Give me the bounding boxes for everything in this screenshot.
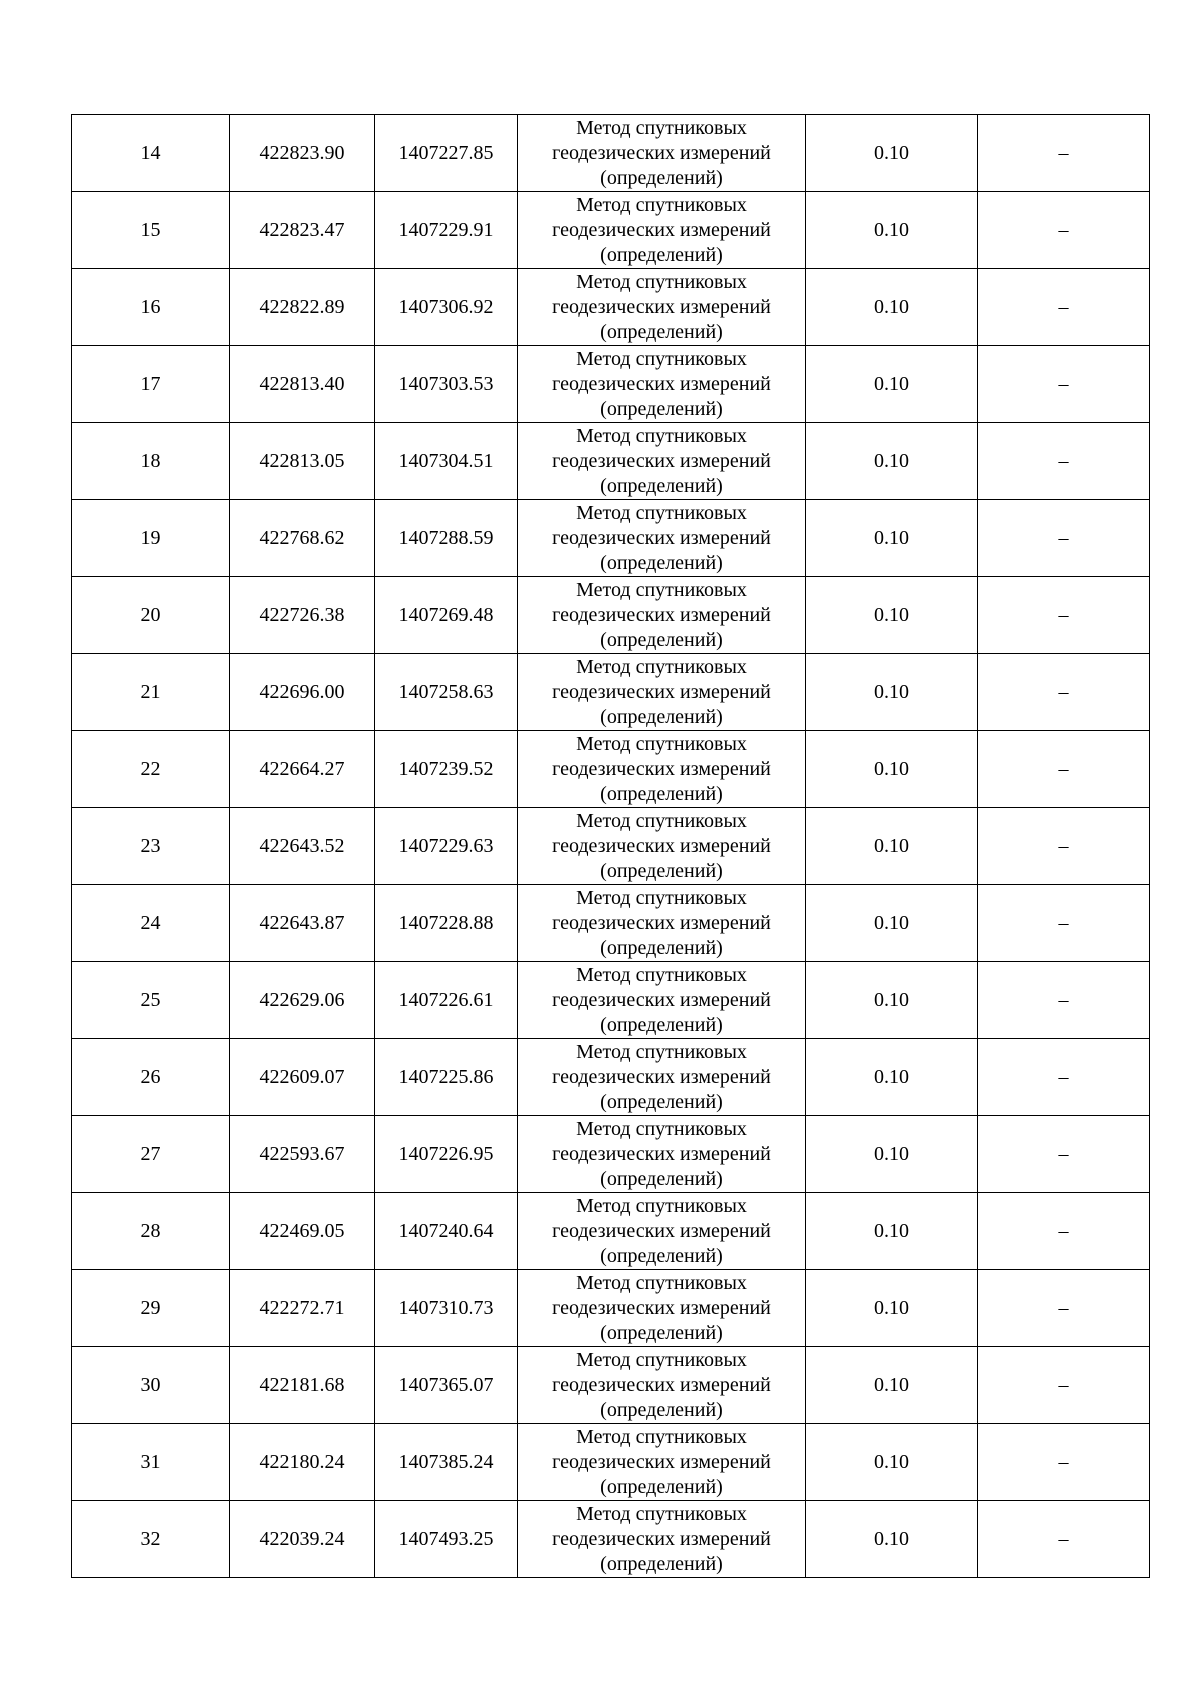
method-line: (определений) [600, 1013, 723, 1036]
y-coordinate-cell: 1407365.07 [375, 1347, 518, 1424]
y-coordinate-cell: 1407258.63 [375, 654, 518, 731]
method-line: Метод спутниковых [576, 1502, 747, 1525]
y-coordinate-cell: 1407493.25 [375, 1501, 518, 1578]
y-coordinate-cell: 1407304.51 [375, 423, 518, 500]
note-cell: – [978, 962, 1150, 1039]
method-cell [518, 1116, 806, 1193]
table-row [72, 115, 1150, 192]
method-line: Метод спутниковых [576, 1040, 747, 1063]
point-number-cell: 20 [72, 577, 230, 654]
point-number-cell: 32 [72, 1501, 230, 1578]
method-cell [518, 1270, 806, 1347]
point-number-cell: 17 [72, 346, 230, 423]
method-cell [518, 731, 806, 808]
table-row [72, 346, 1150, 423]
method-line: (определений) [600, 551, 723, 574]
note-cell: – [978, 1347, 1150, 1424]
x-coordinate-cell: 422272.71 [230, 1270, 375, 1347]
method-cell [518, 1347, 806, 1424]
x-coordinate-cell: 422469.05 [230, 1193, 375, 1270]
point-number-cell: 31 [72, 1424, 230, 1501]
note-cell: – [978, 115, 1150, 192]
y-coordinate-cell: 1407385.24 [375, 1424, 518, 1501]
method-line: геодезических измерений [552, 988, 771, 1011]
method-cell [518, 577, 806, 654]
method-line: (определений) [600, 782, 723, 805]
precision-cell: 0.10 [806, 1116, 978, 1193]
point-number-cell: 19 [72, 500, 230, 577]
method-line: Метод спутниковых [576, 1271, 747, 1294]
y-coordinate-cell: 1407306.92 [375, 269, 518, 346]
y-coordinate-cell: 1407240.64 [375, 1193, 518, 1270]
precision-cell: 0.10 [806, 500, 978, 577]
x-coordinate-cell: 422039.24 [230, 1501, 375, 1578]
x-coordinate-cell: 422180.24 [230, 1424, 375, 1501]
method-line: (определений) [600, 320, 723, 343]
x-coordinate-cell: 422664.27 [230, 731, 375, 808]
method-line: (определений) [600, 397, 723, 420]
x-coordinate-cell: 422643.52 [230, 808, 375, 885]
method-line: геодезических измерений [552, 1065, 771, 1088]
table-row [72, 192, 1150, 269]
method-line: (определений) [600, 1321, 723, 1344]
method-line: геодезических измерений [552, 295, 771, 318]
method-cell [518, 808, 806, 885]
method-cell [518, 500, 806, 577]
note-cell: – [978, 731, 1150, 808]
table-row [72, 269, 1150, 346]
table-row [72, 885, 1150, 962]
precision-cell: 0.10 [806, 115, 978, 192]
x-coordinate-cell: 422822.89 [230, 269, 375, 346]
precision-cell: 0.10 [806, 1193, 978, 1270]
precision-cell: 0.10 [806, 346, 978, 423]
table-row [72, 808, 1150, 885]
x-coordinate-cell: 422696.00 [230, 654, 375, 731]
method-line: (определений) [600, 474, 723, 497]
method-line: геодезических измерений [552, 449, 771, 472]
method-line: Метод спутниковых [576, 1117, 747, 1140]
precision-cell: 0.10 [806, 269, 978, 346]
method-line: Метод спутниковых [576, 578, 747, 601]
y-coordinate-cell: 1407310.73 [375, 1270, 518, 1347]
method-cell [518, 346, 806, 423]
method-cell [518, 1424, 806, 1501]
table-row [72, 731, 1150, 808]
method-line: (определений) [600, 1090, 723, 1113]
method-line: (определений) [600, 936, 723, 959]
method-line: геодезических измерений [552, 1373, 771, 1396]
method-cell [518, 962, 806, 1039]
note-cell: – [978, 654, 1150, 731]
method-line: Метод спутниковых [576, 193, 747, 216]
method-line: геодезических измерений [552, 1142, 771, 1165]
note-cell: – [978, 269, 1150, 346]
y-coordinate-cell: 1407225.86 [375, 1039, 518, 1116]
method-line: геодезических измерений [552, 757, 771, 780]
precision-cell: 0.10 [806, 731, 978, 808]
point-number-cell: 16 [72, 269, 230, 346]
note-cell: – [978, 1501, 1150, 1578]
x-coordinate-cell: 422813.05 [230, 423, 375, 500]
table-row [72, 1270, 1150, 1347]
table-row [72, 500, 1150, 577]
method-line: геодезических измерений [552, 141, 771, 164]
method-cell [518, 1193, 806, 1270]
point-number-cell: 14 [72, 115, 230, 192]
y-coordinate-cell: 1407303.53 [375, 346, 518, 423]
point-number-cell: 30 [72, 1347, 230, 1424]
method-line: Метод спутниковых [576, 1425, 747, 1448]
point-number-cell: 29 [72, 1270, 230, 1347]
method-line: геодезических измерений [552, 834, 771, 857]
precision-cell: 0.10 [806, 192, 978, 269]
method-line: геодезических измерений [552, 1450, 771, 1473]
note-cell: – [978, 346, 1150, 423]
y-coordinate-cell: 1407226.95 [375, 1116, 518, 1193]
method-cell [518, 423, 806, 500]
table-row [72, 423, 1150, 500]
y-coordinate-cell: 1407227.85 [375, 115, 518, 192]
point-number-cell: 24 [72, 885, 230, 962]
point-number-cell: 27 [72, 1116, 230, 1193]
note-cell: – [978, 500, 1150, 577]
method-line: (определений) [600, 859, 723, 882]
y-coordinate-cell: 1407228.88 [375, 885, 518, 962]
method-cell [518, 654, 806, 731]
x-coordinate-cell: 422726.38 [230, 577, 375, 654]
method-line: Метод спутниковых [576, 1194, 747, 1217]
coordinates-table [71, 114, 1150, 1578]
point-number-cell: 21 [72, 654, 230, 731]
coordinates-table-body [72, 115, 1150, 1578]
precision-cell: 0.10 [806, 885, 978, 962]
method-line: Метод спутниковых [576, 501, 747, 524]
note-cell: – [978, 1424, 1150, 1501]
method-line: геодезических измерений [552, 1219, 771, 1242]
note-cell: – [978, 1270, 1150, 1347]
table-row [72, 1501, 1150, 1578]
method-cell [518, 1039, 806, 1116]
y-coordinate-cell: 1407239.52 [375, 731, 518, 808]
method-cell [518, 115, 806, 192]
x-coordinate-cell: 422643.87 [230, 885, 375, 962]
precision-cell: 0.10 [806, 1347, 978, 1424]
method-line: (определений) [600, 1167, 723, 1190]
method-line: геодезических измерений [552, 218, 771, 241]
precision-cell: 0.10 [806, 1501, 978, 1578]
table-row [72, 1424, 1150, 1501]
method-cell [518, 1501, 806, 1578]
method-line: (определений) [600, 628, 723, 651]
method-line: Метод спутниковых [576, 886, 747, 909]
table-row [72, 1116, 1150, 1193]
point-number-cell: 26 [72, 1039, 230, 1116]
table-row [72, 654, 1150, 731]
method-line: (определений) [600, 166, 723, 189]
precision-cell: 0.10 [806, 1424, 978, 1501]
method-line: геодезических измерений [552, 603, 771, 626]
precision-cell: 0.10 [806, 1039, 978, 1116]
method-line: геодезических измерений [552, 680, 771, 703]
method-line: геодезических измерений [552, 911, 771, 934]
method-line: Метод спутниковых [576, 1348, 747, 1371]
y-coordinate-cell: 1407226.61 [375, 962, 518, 1039]
precision-cell: 0.10 [806, 1270, 978, 1347]
x-coordinate-cell: 422813.40 [230, 346, 375, 423]
method-line: геодезических измерений [552, 1296, 771, 1319]
note-cell: – [978, 1116, 1150, 1193]
method-line: Метод спутниковых [576, 270, 747, 293]
x-coordinate-cell: 422629.06 [230, 962, 375, 1039]
method-line: (определений) [600, 243, 723, 266]
method-line: (определений) [600, 1552, 723, 1575]
y-coordinate-cell: 1407229.91 [375, 192, 518, 269]
method-line: Метод спутниковых [576, 116, 747, 139]
point-number-cell: 15 [72, 192, 230, 269]
x-coordinate-cell: 422181.68 [230, 1347, 375, 1424]
x-coordinate-cell: 422609.07 [230, 1039, 375, 1116]
point-number-cell: 28 [72, 1193, 230, 1270]
table-row [72, 1347, 1150, 1424]
note-cell: – [978, 1193, 1150, 1270]
precision-cell: 0.10 [806, 577, 978, 654]
note-cell: – [978, 192, 1150, 269]
x-coordinate-cell: 422768.62 [230, 500, 375, 577]
table-row [72, 962, 1150, 1039]
y-coordinate-cell: 1407229.63 [375, 808, 518, 885]
method-line: (определений) [600, 1244, 723, 1267]
precision-cell: 0.10 [806, 808, 978, 885]
method-line: (определений) [600, 1475, 723, 1498]
method-line: (определений) [600, 1398, 723, 1421]
method-line: геодезических измерений [552, 372, 771, 395]
method-line: Метод спутниковых [576, 655, 747, 678]
table-row [72, 1039, 1150, 1116]
x-coordinate-cell: 422823.90 [230, 115, 375, 192]
y-coordinate-cell: 1407288.59 [375, 500, 518, 577]
note-cell: – [978, 808, 1150, 885]
table-row [72, 1193, 1150, 1270]
point-number-cell: 22 [72, 731, 230, 808]
point-number-cell: 18 [72, 423, 230, 500]
method-line: Метод спутниковых [576, 424, 747, 447]
method-line: Метод спутниковых [576, 732, 747, 755]
method-line: геодезических измерений [552, 526, 771, 549]
method-line: (определений) [600, 705, 723, 728]
precision-cell: 0.10 [806, 423, 978, 500]
method-line: Метод спутниковых [576, 347, 747, 370]
method-line: геодезических измерений [552, 1527, 771, 1550]
note-cell: – [978, 1039, 1150, 1116]
y-coordinate-cell: 1407269.48 [375, 577, 518, 654]
method-line: Метод спутниковых [576, 809, 747, 832]
method-cell [518, 269, 806, 346]
point-number-cell: 23 [72, 808, 230, 885]
x-coordinate-cell: 422823.47 [230, 192, 375, 269]
note-cell: – [978, 885, 1150, 962]
precision-cell: 0.10 [806, 654, 978, 731]
point-number-cell: 25 [72, 962, 230, 1039]
method-cell [518, 192, 806, 269]
method-cell [518, 885, 806, 962]
precision-cell: 0.10 [806, 962, 978, 1039]
method-line: Метод спутниковых [576, 963, 747, 986]
x-coordinate-cell: 422593.67 [230, 1116, 375, 1193]
note-cell: – [978, 577, 1150, 654]
note-cell: – [978, 423, 1150, 500]
table-row [72, 577, 1150, 654]
